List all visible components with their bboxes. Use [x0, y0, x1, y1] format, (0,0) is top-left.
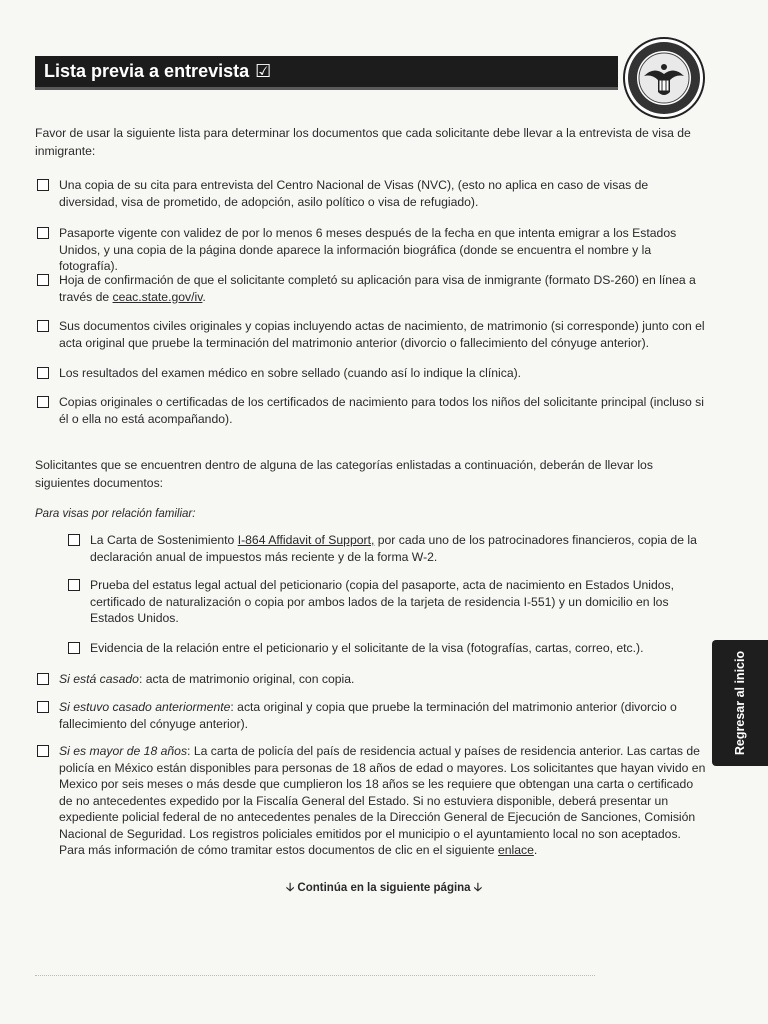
continue-next-page: 🡣 Continúa en la siguiente página 🡣 — [285, 882, 483, 894]
checkbox[interactable] — [37, 701, 49, 713]
checklist-item: La Carta de Sostenimiento I-864 Affidavit of Support, por cada uno de los patrocinadores financieros, copia de la declaración anual de impuestos más reciente y de la forma W-2. — [68, 532, 708, 565]
checklist-item: Los resultados del examen médico en sobre sellado (cuando así lo indique la clínica). — [37, 365, 707, 382]
family-subheading: Para visas por relación familiar: — [35, 508, 196, 520]
checkbox[interactable] — [37, 673, 49, 685]
checklist-item: Si está casado: acta de matrimonio original, con copia. — [37, 671, 707, 688]
checklist-item: Evidencia de la relación entre el peticionario y el solicitante de la visa (fotografías, cartas, correo, etc.). — [68, 640, 708, 657]
checklist-item: Prueba del estatus legal actual del peticionario (copia del pasaporte, acta de nacimiento en Estados Unidos, certificado de naturalización o copia por ambos lados de la tarjeta de residencia I-551) y un domicilio en los Estados Unidos. — [68, 577, 708, 627]
checkbox[interactable] — [68, 579, 80, 591]
page-title — [35, 56, 618, 90]
checkbox[interactable] — [37, 274, 49, 286]
checkbox[interactable] — [37, 396, 49, 408]
section-heading: Solicitantes que se encuentren dentro de alguna de las categorías enlistadas a continuación, deberán de llevar los siguientes documentos: — [35, 458, 653, 490]
checklist-item: Sus documentos civiles originales y copias incluyendo actas de nacimiento, de matrimonio (si corresponde) junto con el acta original que pruebe la terminación del matrimonio anterior (divorcio o fallecimiento del cónyuge anterior). — [37, 318, 707, 351]
checklist-item: Si es mayor de 18 años: La carta de policía del país de residencia actual y países de residencia anterior. Las cartas de policía en México están disponibles para personas de 18 años de edad o mayores. Los solicitantes que hayan vivido en Mexico por seis meses o más desde que cumplieron los 18 años se les requiere que obtengan una carta o certificado de no antecedentes expedido por la Fiscalía General del Estado. Si no estuviera disponible, deberá presentar un expediente policial federal de no antecedentes penales de la Dirección General de Ejecución de Sanciones, Comisión Nacional de Seguridad. Los registros policiales emitidos por el municipio o el ayuntamiento local no son aceptados. Para más información de cómo tramitar estos documentos de clic en el siguiente enlace. — [37, 743, 707, 859]
checkbox[interactable] — [68, 642, 80, 654]
divider — [35, 975, 595, 977]
intro-paragraph: Favor de usar la siguiente lista para determinar los documentos que cada solicitante debe llevar a la entrevista de visa de inmigrante: — [35, 126, 691, 158]
checklist-item: Hoja de confirmación de que el solicitante completó su aplicación para visa de inmigrante (formato DS-260) en línea a través de ceac.state.gov/iv. — [37, 272, 707, 305]
checkbox[interactable] — [37, 179, 49, 191]
back-to-top-label: Regresar al inicio — [733, 650, 747, 756]
checklist-item: Pasaporte vigente con validez de por lo menos 6 meses después de la fecha en que intenta emigrar a los Estados Unidos, y una copia de la página donde aparece la información biográfica (donde se encuentra el nombre y la fotografía). — [37, 225, 707, 275]
police-info-link[interactable]: enlace — [497, 843, 534, 857]
checklist-item: Copias originales o certificadas de los certificados de nacimiento para todos los niños del solicitante principal (incluso si él o ella no está acompañando). — [37, 394, 707, 427]
checkbox[interactable] — [37, 745, 49, 757]
title-text: Lista previa a entrevista — [44, 61, 250, 81]
checkbox[interactable] — [37, 227, 49, 239]
ceac-link[interactable]: ceac.state.gov/iv — [112, 289, 203, 304]
checkbox[interactable] — [37, 320, 49, 332]
checkbox[interactable] — [37, 367, 49, 379]
checkbox[interactable] — [68, 534, 80, 546]
checkbox-checked-icon: ☑ — [255, 61, 272, 81]
back-to-top-button[interactable] — [712, 640, 768, 766]
department-of-state-seal — [622, 36, 706, 120]
checklist-item: Una copia de su cita para entrevista del Centro Nacional de Visas (NVC), (esto no aplica en caso de visas de diversidad, visa de prometido, de adopción, asilo político o visa de refugiado). — [37, 177, 707, 210]
checklist-item: Si estuvo casado anteriormente: acta original y copia que pruebe la terminación del matrimonio anterior (divorcio o fallecimiento del cónyuge anterior). — [37, 699, 707, 732]
affidavit-link[interactable]: I-864 Affidavit of Support, — [237, 533, 375, 547]
